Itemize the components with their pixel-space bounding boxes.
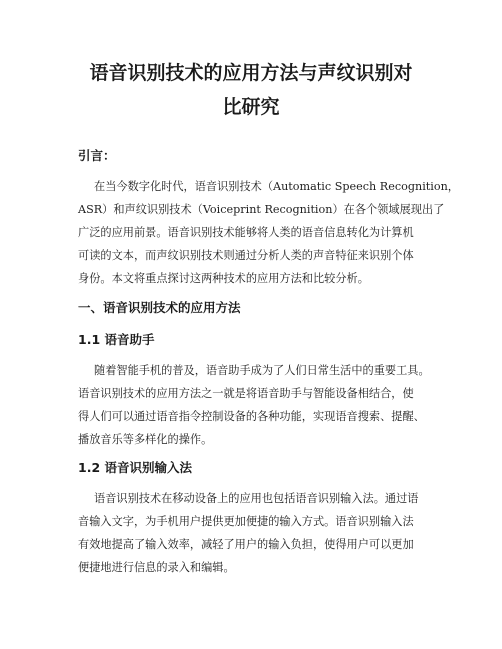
- intro-paragraph-line: ASR）和声纹识别技术（Voiceprint Recognition）在各个领域展现出了: [78, 203, 445, 216]
- subsection-1-1-line: 播放音乐等多样化的操作。: [78, 433, 213, 446]
- subsection-1-1-line: 随着智能手机的普及，语音助手成为了人们日常生活中的重要工具。: [94, 364, 430, 377]
- intro-heading: 引言：: [78, 148, 116, 163]
- document-title-line-1: 语音识别技术的应用方法与声纹识别对: [89, 62, 413, 84]
- subsection-1-2-line: 语音识别技术在移动设备上的应用也包括语音识别输入法。通过语: [94, 492, 419, 505]
- subsection-1-1-line: 得人们可以通过语音指令控制设备的各种功能，实现语音搜索、提醒、: [78, 410, 425, 423]
- document-title-line-2: 比研究: [222, 96, 280, 118]
- intro-paragraph-line: 在当今数字化时代，语音识别技术（Automatic Speech Recognition，: [94, 180, 459, 193]
- intro-paragraph-line: 广泛的应用前景。语音识别技术能够将人类的语音信息转化为计算机: [78, 226, 414, 239]
- subsection-1-1-line: 语音识别技术的应用方法之一就是将语音助手与智能设备相结合，使: [78, 387, 414, 400]
- intro-paragraph-line: 身份。本文将重点探讨这两种技术的应用方法和比较分析。: [78, 272, 369, 285]
- subsection-1-2-line: 便捷地进行信息的录入和编辑。: [78, 561, 235, 574]
- subsection-1-2-heading: 1.2 语音识别输入法: [78, 460, 192, 475]
- section-1-heading: 一、语音识别技术的应用方法: [78, 300, 241, 315]
- intro-paragraph-line: 可读的文本，而声纹识别技术则通过分析人类的声音特征来识别个体: [78, 249, 414, 262]
- subsection-1-1-heading: 1.1 语音助手: [78, 332, 155, 347]
- subsection-1-2-line: 有效地提高了输入效率，减轻了用户的输入负担，使得用户可以更加: [78, 538, 414, 551]
- subsection-1-2-line: 音输入文字，为手机用户提供更加便捷的输入方式。语音识别输入法: [78, 515, 414, 528]
